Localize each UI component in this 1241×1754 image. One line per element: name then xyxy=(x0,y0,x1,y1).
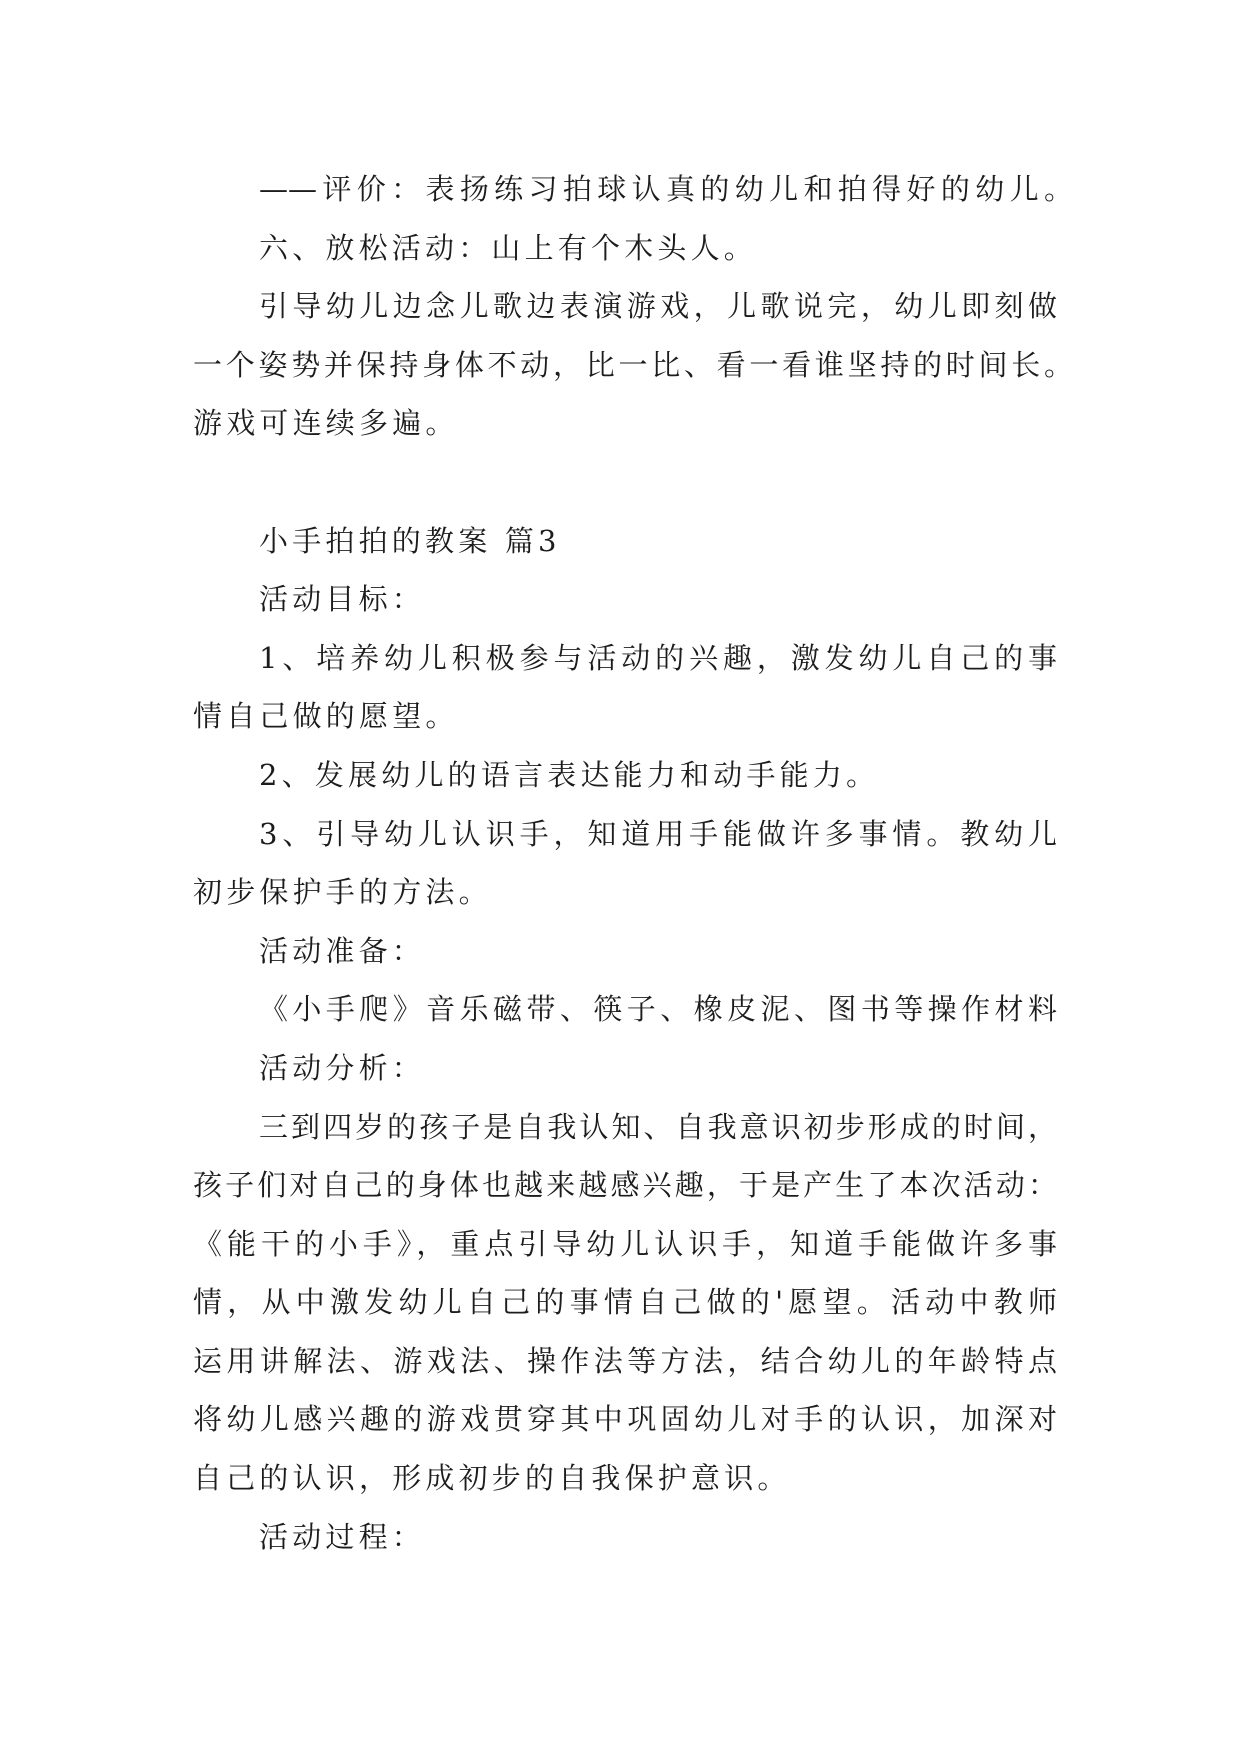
lesson-title: 小手拍拍的教案 篇3 xyxy=(259,523,561,558)
document-body xyxy=(193,160,1073,1566)
prep-body: 《小手爬》音乐磁带、筷子、橡皮泥、图书等操作材料 xyxy=(259,992,1057,1027)
analysis-line: 三到四岁的孩子是自我认知、自我意识初步形成的时间， xyxy=(259,1109,1057,1144)
prep-heading: 活动准备： xyxy=(259,933,426,968)
goals-heading: 活动目标： xyxy=(259,582,426,617)
analysis-line: 自己的认识，形成初步的自我保护意识。 xyxy=(193,1461,791,1496)
goal-3-line: 3、引导幼儿认识手，知道用手能做许多事情。教幼儿 xyxy=(259,816,1057,851)
paragraph-gap xyxy=(193,453,1057,512)
evaluation-paragraph: ——评价：表扬练习拍球认真的幼儿和拍得好的幼儿。 xyxy=(259,172,1073,206)
goal-3-line: 初步保护手的方法。 xyxy=(193,875,492,910)
analysis-line: 运用讲解法、游戏法、操作法等方法，结合幼儿的年龄特点 xyxy=(193,1343,1057,1378)
goal-1-line: 情自己做的愿望。 xyxy=(193,699,459,734)
process-heading: 活动过程： xyxy=(259,1519,426,1554)
goal-2: 2、发展幼儿的语言表达能力和动手能力。 xyxy=(259,757,880,792)
analysis-heading: 活动分析： xyxy=(259,1050,426,1085)
relax-activity-text-line: 引导幼儿边念儿歌边表演游戏，儿歌说完，幼儿即刻做 xyxy=(259,289,1057,324)
analysis-line: 将幼儿感兴趣的游戏贯穿其中巩固幼儿对手的认识，加深对 xyxy=(193,1402,1057,1437)
relax-activity-heading: 六、放松活动：山上有个木头人。 xyxy=(259,230,758,265)
analysis-line: 《能干的小手》，重点引导幼儿认识手，知道手能做许多事 xyxy=(193,1226,1057,1261)
analysis-line: 情，从中激发幼儿自己的事情自己做的'愿望。活动中教师 xyxy=(193,1285,1057,1320)
relax-activity-text-line: 一个姿势并保持身体不动，比一比、看一看谁坚持的时间长。 xyxy=(193,347,1073,382)
relax-activity-text-line: 游戏可连续多遍。 xyxy=(193,406,459,441)
analysis-line: 孩子们对自己的身体也越来越感兴趣，于是产生了本次活动： xyxy=(193,1168,1057,1203)
goal-1-line: 1、培养幼儿积极参与活动的兴趣，激发幼儿自己的事 xyxy=(259,640,1057,675)
